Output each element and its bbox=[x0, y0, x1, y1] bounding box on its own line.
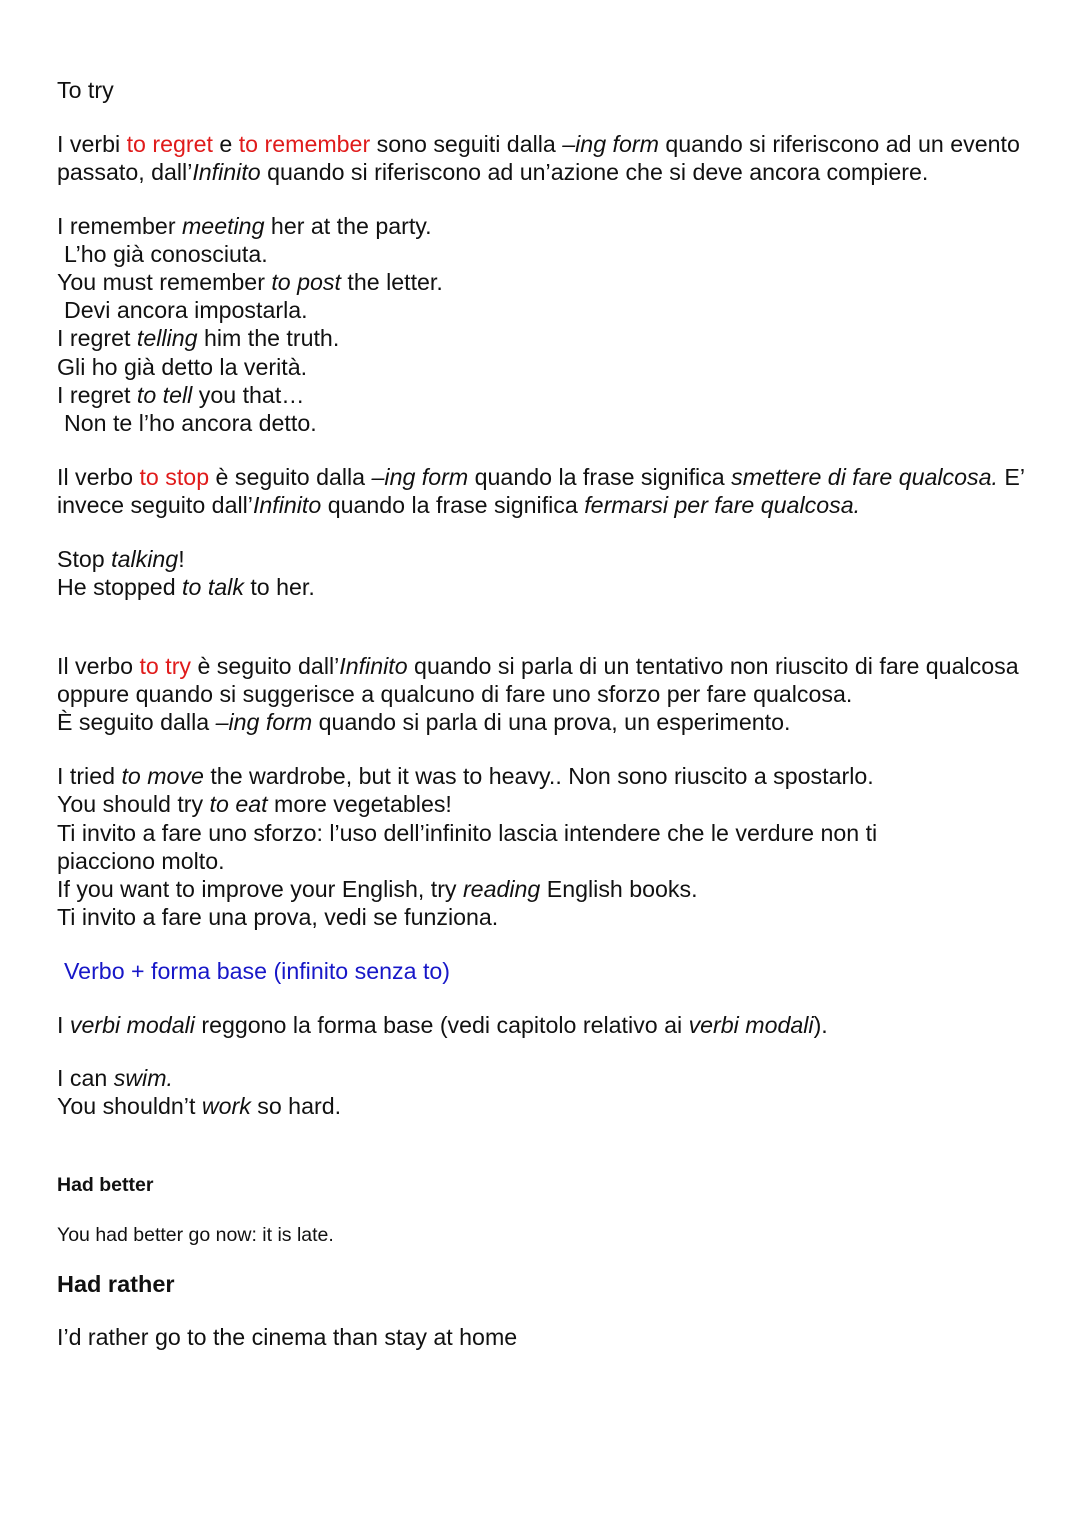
examples-regret-remember bbox=[57, 212, 1047, 438]
translation-line: Devi ancora impostarla. bbox=[64, 297, 308, 324]
keyword-to-regret: to regret bbox=[126, 130, 213, 157]
section-title: To try bbox=[57, 77, 114, 103]
example-line: I remember meeting her at the party. bbox=[57, 212, 432, 239]
heading-had-better: Had better bbox=[57, 1173, 154, 1196]
paragraph-regret-remember: I verbi to regret e to remember sono seguiti dalla –ing form quando si riferiscono ad un evento passato, dall’Infinito quando si riferiscono ad un’azione che si deve ancora compiere. bbox=[57, 130, 1020, 185]
example-had-better: You had better go now: it is late. bbox=[57, 1223, 334, 1246]
example-line: You shouldn’t work so hard. bbox=[57, 1093, 342, 1120]
paragraph-modali: I verbi modali reggono la forma base (vedi capitolo relativo ai verbi modali). bbox=[57, 1011, 828, 1038]
example-line: If you want to improve your English, try reading English books. bbox=[57, 875, 698, 902]
examples-modali bbox=[57, 1064, 1047, 1120]
paragraph-try: Il verbo to try è seguito dall’Infinito quando si parla di un tentativo non riuscito di fare qualcosa oppure quando si suggerisce a qualcuno di fare uno sforzo per fare qualcosa. È seguito dalla –ing form quando si parla di una prova, un esperimento. bbox=[57, 653, 1019, 736]
paragraph-stop: Il verbo to stop è seguito dalla –ing form quando la frase significa smettere di fare qualcosa. E’ invece seguito dall’Infinito quando la frase significa fermarsi per fare qualcosa. bbox=[57, 463, 1025, 518]
translation-line: Non te l’ho ancora detto. bbox=[64, 410, 317, 437]
keyword-to-try: to try bbox=[139, 653, 192, 680]
keyword-to-stop: to stop bbox=[139, 463, 210, 490]
examples-stop bbox=[57, 545, 1047, 601]
example-line: You must remember to post the letter. bbox=[57, 269, 443, 296]
example-line: I can swim. bbox=[57, 1065, 173, 1092]
translation-line: Ti invito a fare uno sforzo: l’uso dell’infinito lascia intendere che le verdure non ti piacciono molto. bbox=[57, 819, 878, 874]
document-page bbox=[57, 76, 1047, 1351]
heading-had-rather: Had rather bbox=[57, 1270, 175, 1297]
translation-line: L’ho già conosciuta. bbox=[64, 240, 268, 267]
example-had-rather: I’d rather go to the cinema than stay at home bbox=[57, 1323, 518, 1350]
section-heading-forma-base: Verbo + forma base (infinito senza to) bbox=[64, 957, 451, 984]
example-line: He stopped to talk to her. bbox=[57, 573, 315, 600]
examples-try bbox=[57, 762, 1047, 931]
example-line: You should try to eat more vegetables! bbox=[57, 791, 452, 818]
translation-line: Gli ho già detto la verità. bbox=[57, 353, 308, 380]
example-line: Stop talking! bbox=[57, 545, 185, 572]
example-line: I regret to tell you that… bbox=[57, 381, 305, 408]
keyword-to-remember: to remember bbox=[238, 130, 371, 157]
example-line: I tried to move the wardrobe, but it was to heavy.. Non sono riuscito a spostarlo. bbox=[57, 763, 874, 790]
example-line: I regret telling him the truth. bbox=[57, 325, 340, 352]
translation-line: Ti invito a fare una prova, vedi se funziona. bbox=[57, 904, 499, 931]
